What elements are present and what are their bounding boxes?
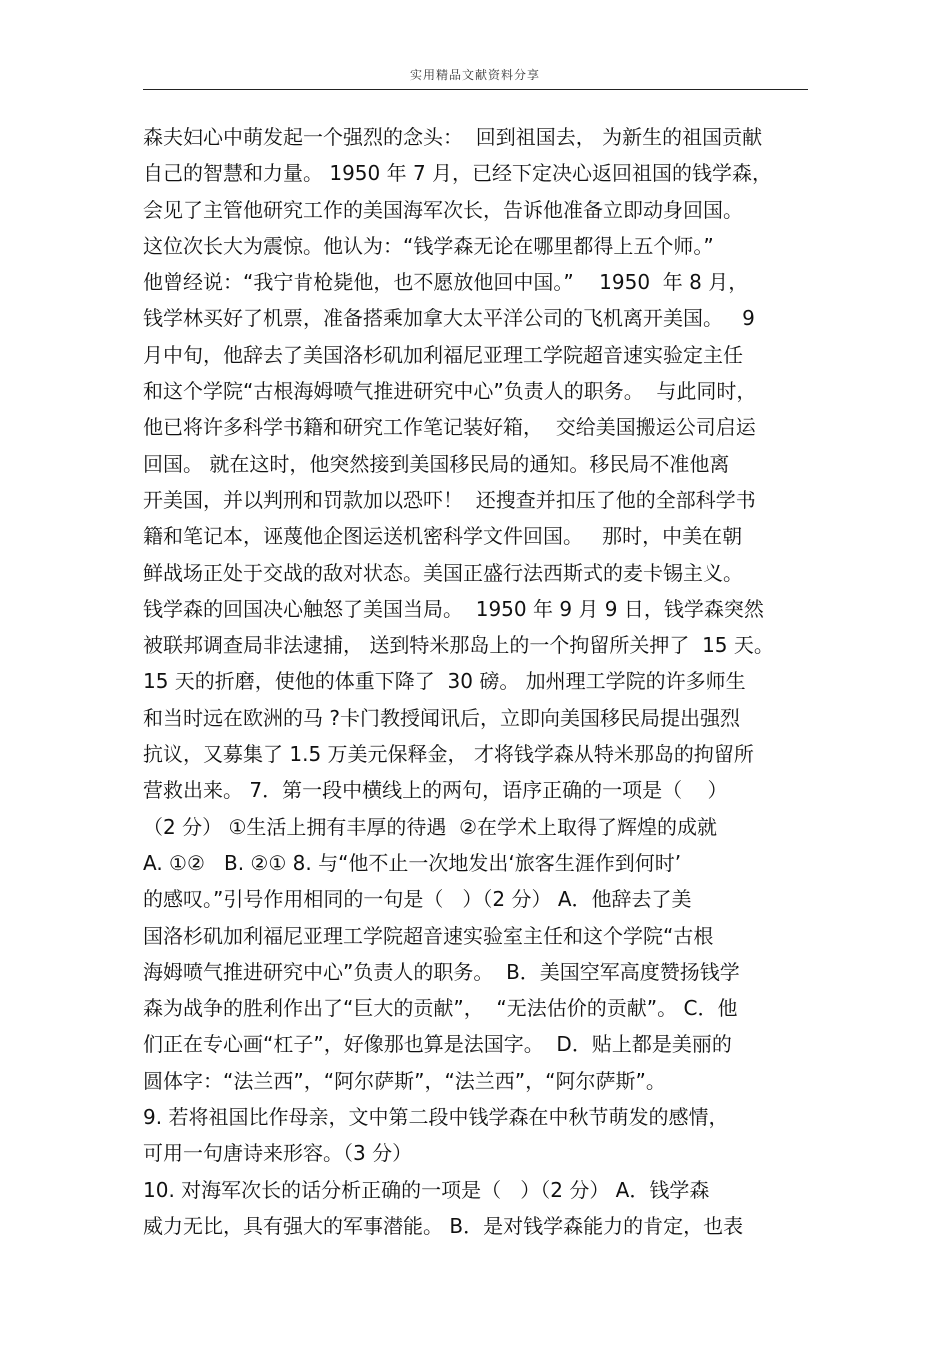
- text-line: 9. 若将祖国比作母亲，文中第二段中钱学森在中秋节萌发的感情，: [143, 1105, 729, 1130]
- text-line: 圆体字：“法兰西”，“阿尔萨斯”，“法兰西”，“阿尔萨斯”。: [143, 1068, 666, 1093]
- text-line: （2 分） ①生活上拥有丰厚的待遇 ②在学术上取得了辉煌的成就: [143, 814, 718, 839]
- text-line: 钱学林买好了机票，准备搭乘加拿大太平洋公司的飞机离开美国。 9: [143, 306, 755, 331]
- text-line: 籍和笔记本，诬蔑他企图运送机密科学文件回国。 那时，中美在朝: [143, 524, 743, 549]
- text-line: 被联邦调查局非法逮捕， 送到特米那岛上的一个拘留所关押了 15 天。: [143, 633, 774, 658]
- text-line: 森为战争的胜利作出了“巨大的贡献”， “无法估价的贡献”。 C．他: [143, 996, 738, 1021]
- text-line: 国洛杉矶加利福尼亚理工学院超音速实验室主任和这个学院“古根: [143, 923, 714, 948]
- text-line: 海姆喷气推进研究中心”负责人的职务。 B．美国空军高度赞扬钱学: [143, 959, 740, 984]
- text-line: 他曾经说：“我宁肯枪毙他，也不愿放他回中国。” 1950 年 8 月，: [143, 270, 749, 295]
- document-body: [143, 119, 823, 1244]
- text-line: 他已将许多科学书籍和研究工作笔记装好箱， 交给美国搬运公司启运: [143, 415, 756, 440]
- text-line: A. ①② B. ②① 8. 与“他不止一次地发出‘旅客生涯作到何时’: [143, 850, 682, 875]
- text-line: 和这个学院“古根海姆喷气推进研究中心”负责人的职务。 与此同时，: [143, 379, 757, 404]
- text-line: 会见了主管他研究工作的美国海军次长，告诉他准备立即动身回国。: [143, 197, 743, 222]
- text-line: 营救出来。 7．第一段中横线上的两句，语序正确的一项是（ ）: [143, 778, 728, 803]
- text-line: 的感叹。”引号作用相同的一句是（ ）（2 分） A．他辞去了美: [143, 887, 692, 912]
- text-line: 威力无比，具有强大的军事潜能。 B．是对钱学森能力的肯定，也表: [143, 1213, 744, 1238]
- text-line: 钱学森的回国决心触怒了美国当局。 1950 年 9 月 9 日，钱学森突然: [143, 596, 764, 621]
- text-line: 森夫妇心中萌发起一个强烈的念头： 回到祖国去， 为新生的祖国贡献: [143, 125, 763, 149]
- header-divider: [143, 89, 808, 90]
- text-line: 15 天的折磨，使他的体重下降了 30 磅。 加州理工学院的许多师生: [143, 669, 746, 694]
- text-line: 抗议，又募集了 1.5 万美元保释金， 才将钱学森从特米那岛的拘留所: [143, 742, 754, 767]
- text-line: 可用一句唐诗来形容。（3 分）: [143, 1141, 413, 1166]
- text-line: 这位次长大为震惊。他认为：“钱学森无论在哪里都得上五个师。”: [143, 233, 714, 258]
- page-header: 实用精品文献资料分享: [409, 68, 540, 82]
- text-line: 自己的智慧和力量。 1950 年 7 月，已经下定决心返回祖国的钱学森，: [143, 161, 773, 186]
- text-line: 回国。 就在这时，他突然接到美国移民局的通知。移民局不准他离: [143, 451, 730, 476]
- text-line: 和当时远在欧洲的马 ?卡门教授闻讯后，立即向美国移民局提出强烈: [143, 705, 740, 730]
- text-line: 鲜战场正处于交战的敌对状态。美国正盛行法西斯式的麦卡锡主义。: [143, 560, 743, 585]
- text-line: 月中旬，他辞去了美国洛杉矶加利福尼亚理工学院超音速实验定主任: [143, 342, 743, 367]
- text-line: 开美国，并以判刑和罚款加以恐吓！ 还搜查并扣压了他的全部科学书: [143, 487, 756, 512]
- text-line: 们正在专心画“杠子”，好像那也算是法国字。 D．贴上都是美丽的: [143, 1032, 732, 1057]
- text-line: 10. 对海军次长的话分析正确的一项是（ ）（2 分） A．钱学森: [143, 1177, 710, 1202]
